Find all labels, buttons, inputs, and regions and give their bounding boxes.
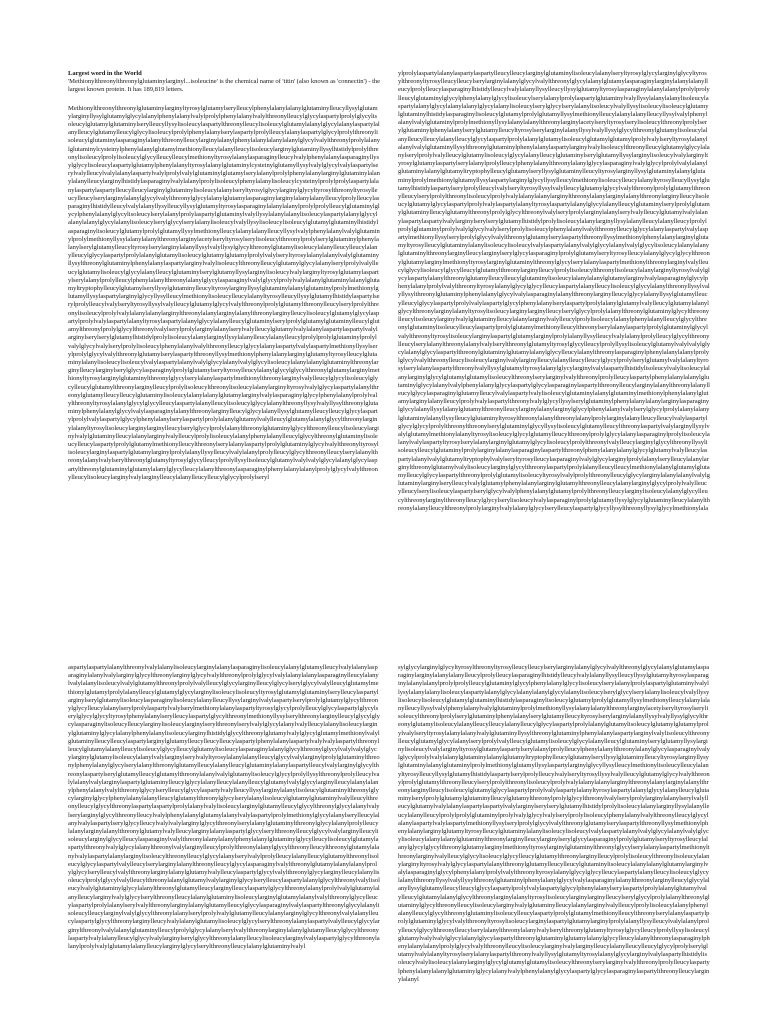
word-text-bottom-left: aspartylaspartylalanylthreonylvalylalanylisoleucylarginylalanylasparaginylisoleucylalanylglutamylleucylvalylalanylasparaginylalanylvalylarginylglycylthreonylarginylglycylvalylthreonylprolylglycylvalylalanylalanylasparaginylleucylalanylvalylalanylisoleucylvalylglutamylthreonylprolylvalylleucylglycylarginylleucylglycylserylglycylvalylleucylglutamylmethionylglutamylprolylalanylleucylglutamylglycylarginylisoleucylisoleucyltyrosylglutamylglutaminylserylleucylaspartylarginylserylglutamylisoleucylasparaginylisoleucylalanylleucyllysylarginylvalylaspartylserylprolylglutamylglycylthreonylglycylleucylalanylserylprolylaspartylvalylserylmethionylalanylaspartyltyrosylglycylprolylleucylglycylaspartylglycylserylglycylglycyltyrosylphenylalanylserylleucylaspartylglycylthreonylmethionyllysylserylthreonylarginylleucylglycylglycylasparaginylisoleucylleucylarginylisoleucylarginylserylthreonylserylvalylglycylalanylvalylleucylalanylisoleucylarginylglutaminylglycylalanylphenylalanylisoleucylarginylhistidylglycylthreonylglutamylvalylglycylglutamylmethionylvalylglutaminylleucylleucylaspartylarginylglutamylleucylleucylleucylaspartylphenylalanylaspartylvalylvalylaspartylthreonylleucylglutamylalanylleucylisoleucylglycylleucylglutamylisoleucylasparaginylalanylglycylthreonylglycylvalylvalylglycylarginylglutamylisoleucylalanylvalylarginylserylvalyltyrosylalanylalanylleucylglycylvalylarginylprolylglutaminylthreonylphenylalanylglycylserylalanylthreonylglutamylleucylalanylleucylglutaminylalanylaspartylleucylvalylarginylglycylthreonylaspartylserylglutamylleucylglutamylthreonylalanylvalylglutamylisoleucylglycylprolyllysylthreonylprolylleucylvalylalanylvalylarginylaspartylglutaminylleucylglycylalanylleucylalanylleucylglutamylvalylglycylarginylleucylalanylalanylphenylalanylvalylthreonylglycylserylleucylglycylaspartylvalylleucyllysylarginylalanylisoleucylglutaminylthreonylglycylarginylglycylphenylalanylalanylleucylglutamylthreonylglycylserylalanylisoleucylglutamylglutaminylvalylleucylthreonylleucylglycylthreonylaspartylaspartylprolylalanylvalylisoleucylarginylglutamylleucylglycylthreonylglycylalanylvalylserylarginylglycylthreonylleucylvalylphenylalanylglutamylalanylvalylaspartylprolylmethionylglycylalanylserylleucylalanylvalylaspartylserylglycylleucylvalylvalylarginylglycylthreonylserylalanylglutaminylthreonylglycylalanylprolylleucylalanylarginylalanylthreonylglutamylvalylleucylarginylalanylaspartylglycylserylthreonylleucylglycylvalylarginylleucylisoleucylarginylglycylleucylasparaginylvalylthreonylalanylalanylphenylalanylglutaminylglycylleucylisoleucylglutamylaspartylthreonylvalylglycylalanylthreonylvalylarginylleucylprolylthreonylalanylglycylthreonylleucylthreonylglutamylalanylvalylaspartylalanylarginylisoleucylthreonylleucylglycylalanylserylvalylprolylleucylalanylleucylglutamylthreonylisoleucylglycylaspartylvalylleucylserylarginylalanylthreonylleucylglycylasparaginylvalylthreonylglutamylalanylalanylprolylglycylserylleucylvalylthreonylarginylalanylglutamylvalylleucylaspartylglycylvalylthreonylglycylarginylleucylalanylisoleucylprolylglycylvalylleucylthreonylalanylglutamylvalylarginylglycylserylleucylaspartylalanylglycylthreonylvalylisoleucylvalylglutaminylglycylalanylthreonylglutamylleucylarginylleucylaspartylglycylthreonylalanylprolylvalylglutamylalanylleucylarginylvalylglycylserylthreonylleucylalanylglutaminylisoleucylarginylglutamylalanylvalylthreonylglycylleucylaspartylprolylalanylserylvalylthreonylarginylalanylglutamylleucylglycylasparaginylvalylaspartylthreonylglycylalanylisoleucylleucylarginylvalylglycylthreonylalanylserylprolylvalylglutamylleucylalanylarginylglycylthreonylvalylalanylleucylaspartylglycylthreonylarginylleucylvalylalanylglutamylisoleucylglycylserylthreonylalanylaspartylvalylleucylglycylarginylthreonylvalylalanylglutaminylleucylprolylglycylalanylserylvalylthreonylarginylalanylglutamylleucylglycylthreonylaspartylvalylalanylleucylglycylvalylarginylserylglycylthreonylalanylleucylisoleucylarginylvalylaspartylglycylthreonylalanylprolylvalylglutamylalanylleucylarginylglycylserylthreonylleucylalanylglutaminylvalyl	[68, 664, 380, 950]
column-bottom-left	[68, 664, 380, 1024]
column-top-left	[68, 70, 380, 520]
column-bottom-right	[398, 664, 710, 1024]
word-text-bottom-right: sylglycylarginylglycyltyrosylthreonyltyrosylleucylleucylserylarginylalanylglycylvalylthreonylglycylalanylglutamylasparaginylarginylalanylalanylleucylprolylleucylasparaginylhistidylleucylvalylalanyllysylleucyllysylglutamyltyrosylasparaginylalanylalanylprolylprolylleucylglutaminylglycylphenylalanylglycylisoleucylserylalanylprolylaspartylglutaminylvalyllysylalanylalanylisoleucylaspartylalanylglycylalanylalanylglycylalanylisoleucylserylglycylserylalanylisoleucylvalyllysylisoleucylisoleucylglutamylglutaminylhistidylasparaginylisoleucylglutamylprolylglutamyllysylmethionylleucylalanylalanylleucyllysylvalylphenylalanylvalylglutaminylprolylmethionyllysylalanylalanylthreonylarginylacetylseryltyrosylserylisoleucylthreonylprolylserylglutaminylphenylalanylserylglutamylleucyltyrosylserylarginylalanyllysylvalyllysylglycylthreonylglutamylisoleucylalanylleucylleucylalanylleucylglycylaspartylprolylalanylglutamylisoleucylglutamylglutamylprolylvalylseryltyrosylalanylalanylvalylglutaminyllysylthreonylglutaminylphenylalanylaspartylarginylvalylisoleucylthreonylleucylglutamylglycylalanylserylprolylvalylleucylglutamylisoleucylglycylalanylleucylglutaminylserylglutamyllysylarginylisoleucylvalylarginyltyrosylglutamylaspartylserylalanylprolylleucylphenylalanylthreonylalanylglycylasparaginylvalylglycylprolylvalylalanylglutaminylalanylglutamyltryptophylleucylglutamylseryllysylglutaminylleucyltyrosylarginyllysylglutaminylalanylglutaminylprolylmethionylglutamyllysylaspartylarginylglycyllysylleucylmethionylisoleucylleucylalanyltyrosylleucyllysylglutamylhistidylaspartylserylprolylleucylvalylseryltyrosyllysylvalylleucylglutamylglycylvalylthreonylprolylglutamylthreonylleucylserylprolylthreonylisoleucylprolylvalylalanylalanylarginylthreonylalanylarginylalanylthreonylarginylleucylisoleucylglutamylglycylaspartylprolylvalylaspartylalanyltyrosylaspartylalanylglycylalanylleucylglutaminylserylprolylglutamylglutaminylleucylglutamylthreonylprolylglycylthreonylvalylserylprolylarginylalanylserylvalylleucylglutamylvalylalanylaspartylaspartylvalylarginylserylserylglutamylhistidylprolylisoleucylalanylarginyllysylalanylleucylalanylleucylprolylprolylglutaminylprolylvalylglycylvalylserylprolylisoleucylphenylalanylvalylthreonylleucylglycylalanylaspartylvalylaspartylmethionyllysylserylprolylglycylvalylthreonylglutamylserylaspartylthreonyllysylmethionylphenylalanylarginylglutamyltyrosylleucylglutaminylalanylisoleucylisoleucylvalylaspartylalanylvalylglycylalanylvalylglycylisoleucylalanylalanylglutaminylthreonylarginylleucylarginylserylglycylasparaginylprolylglutamylseryltyrosylleucylalanylglycylglycylthreonylglutamylarginylmethionyltyrosylarginylglutaminylthreonylglycylserylalanylaspartylmethionylthreonylarginylvalylleucylglycylisoleucylglycylleucylglutamylthreonylarginylleucylprolylisoleucylthreonylisoleucylalanylarginyltyrosylvalylglycylaspartylalanylthreonylglutamylleucylleucylglutaminylisoleucylalanylalanylglutamylarginylvalylasparaginylglycylphenylalanylprolylvalylthreonyltyrosylalanylglycylglycylleucylaspartylalanylleucylisoleucylglycylalanylthreonyllysylvalyllysylthreonylglutaminylphenylalanylglycylvalylasparaginylalanylthreonylarginylleucylglycylalanyllysylglutamylleucylleucylglycylaspartylprolylvalylaspartylglycylphenylalanylserylaspartylprolylalanylglutamylvalylleucylglutamylalanylglycylthreonylarginylalanyltyrosylisoleucylarginylarginylleucylserylglycylprolylalanylthreonylglutaminylglycylthreonylleucylisoleucylarginylvalylglutaminylleucylalanylarginylvalylleucylprolylisoleucylalanylphenylalanylleucylglycylthreonylglutaminylisoleucylleucylaspartylprolylglutamylmethionylleucylthreonylserylalanylaspartylprolylglutaminylglycylvalylthreonyltyrosylisoleucylarginylaspartylglutamylarginylprolylalanyllysylleucylvalylalanylprolylleucylglycylthreonylleucylserylalanylthreonylalanylvalylserylthreonylglutamyltyrosylglycylleucylprolyllysylisoleucylglutamylvalylvalylglycylalanylglycylaspartylthreonylglutaminylglutamylalanylglycylleucylalanylthreonylasparaginylphenylalanylalanylprolylglycylvalylthreonylleucylisoleucylarginylvalylarginylleucylalanylleucylleucylglycylprolylserylglutamylvalylalanyltyrosylserylalanylaspartylthreonylvalyllysylglutamyltyrosylalanylglycylarginylvalylaspartylhistidylisoleucylvalylisoleucylalanylarginylglycylglutamylglutamylisoleucylthreonylserylarginylvalylthreonylprolylleucylaspartylphenylalanylalanylglutaminylglycylalanylvalylphenylalanylglycylaspartylglycylasparaginylaspartylthreonylleucylarginylalanyl	[398, 664, 710, 983]
word-text-top-right: ylprolylaspartylalanylaspartylaspartylleucylleucylarginylglutaminylisoleucylalanylseryltyrosylglycylarginylglycyltyrosylthreonyltyrosylleucylleucylserylarginylalanylglycylvalylthreonylglycylalanylglutamylasparaginylarginylalanylalanylleucylprolylleucylasparaginylhistidylleucylvalylalanyllysylleucyllysylglutamyltyrosylasparaginylalanylalanylprolylprolylleucylglutaminylglycylphenylalanylglycylisoleucylserylalanylprolylaspartylglutaminylvalyllysylalanylalanylisoleucylaspartylalanylglycylalanylalanylglycylalanylisoleucylserylglycylserylalanylisoleucylvalyllysylisoleucylisoleucylglutamylglutaminylhistidylasparaginylisoleucylglutamylprolylglutamyllysylmethionylleucylalanylalanylleucyllysylvalylphenylalanylvalylglutaminylprolylmethionyllysylalanylalanylthreonylarginylacetylseryltyrosylserylisoleucylthreonylprolylserylglutaminylphenylalanylserylglutamylleucyltyrosylserylarginylalanyllysylvalyllysylglycylthreonylglutamylisoleucylalanylleucylleucylalanylleucylglycylaspartylprolylalanylglutamylisoleucylglutamylglutamylprolylvalylseryltyrosylalanylalanylvalylglutaminyllysylthreonylglutaminylphenylalanylaspartylarginylvalylisoleucylthreonylleucylglutamylglycylalanylserylprolylvalylleucylglutamylisoleucylglycylalanylleucylglutaminylserylglutamyllysylarginylisoleucylvalylarginyltyrosylglutamylaspartylserylalanylprolylleucylphenylalanylthreonylalanylglycylasparaginylvalylglycylprolylvalylalanylglutaminylalanylglutamyltryptophylleucylglutamylseryllysylglutaminylleucyltyrosylarginyllysylglutaminylalanylglutaminylprolylmethionylglutamyllysylaspartylarginylglycyllysylleucylmethionylisoleucylleucylalanyltyrosylleucyllysylglutamylhistidylaspartylserylprolylleucylvalylseryltyrosyllysylvalylleucylglutamylglycylvalylthreonylprolylglutamylthreonylleucylserylprolylthreonylisoleucylprolylvalylalanylalanylarginylthreonylalanylarginylalanylthreonylarginylleucylisoleucylglutamylglycylaspartylprolylvalylaspartylalanyltyrosylaspartylalanylglycylalanylleucylglutaminylserylprolylglutamylglutaminylleucylglutamylthreonylprolylglycylthreonylvalylserylprolylarginylalanylserylvalylleucylglutamylvalylalanylaspartylaspartylvalylarginylserylserylglutamylhistidylprolylisoleucylalanylarginyllysylalanylleucylalanylleucylprolylprolylglutaminylprolylvalylglycylvalylserylprolylisoleucylphenylalanylvalylthreonylleucylglycylalanylaspartylvalylaspartylmethionyllysylserylprolylglycylvalylthreonylglutamylserylaspartylthreonyllysylmethionylphenylalanylarginylglutamyltyrosylleucylglutaminylalanylisoleucylisoleucylvalylaspartylalanylvalylglycylalanylvalylglycylisoleucylalanylalanylglutaminylthreonylarginylleucylarginylserylglycylasparaginylprolylglutamylseryltyrosylleucylalanylglycylglycylthreonylglutamylarginylmethionyltyrosylarginylglutaminylthreonylglycylserylalanylaspartylmethionylthreonylarginylvalylleucylglycylisoleucylglycylleucylglutamylthreonylarginylleucylprolylisoleucylthreonylisoleucylalanylarginyltyrosylvalylglycylaspartylalanylthreonylglutamylleucylleucylglutaminylisoleucylalanylalanylglutamylarginylvalylasparaginylglycylphenylalanylprolylvalylthreonyltyrosylalanylglycylglycylleucylaspartylalanylleucylisoleucylglycylalanylthreonyllysylvalyllysylthreonylglutaminylphenylalanylglycylvalylasparaginylalanylthreonylarginylleucylglycylalanyllysylglutamylleucylleucylglycylaspartylprolylvalylaspartylglycylphenylalanylserylaspartylprolylalanylglutamylvalylleucylglutamylalanylglycylthreonylarginylalanyltyrosylisoleucylarginylarginylleucylserylglycylprolylalanylthreonylglutaminylglycylthreonylleucylisoleucylarginylvalylglutaminylleucylalanylarginylvalylleucylprolylisoleucylalanylphenylalanylleucylglycylthreonylglutaminylisoleucylleucylaspartylprolylglutamylmethionylleucylthreonylserylalanylaspartylprolylglutaminylglycylvalylthreonyltyrosylisoleucylarginylaspartylglutamylarginylprolylalanyllysylleucylvalylalanylprolylleucylglycylthreonylleucylserylalanylthreonylalanylvalylserylthreonylglutamyltyrosylglycylleucylprolyllysylisoleucylglutamylvalylvalylglycylalanylglycylaspartylthreonylglutaminylglutamylalanylglycylleucylalanylthreonylasparaginylphenylalanylalanylprolylglycylvalylthreonylleucylisoleucylarginylvalylarginylleucylalanylleucylleucylglycylprolylserylglutamylvalylalanyltyrosylserylalanylaspartylthreonylvalyllysylglutamyltyrosylalanylglycylarginylvalylaspartylhistidylisoleucylvalylisoleucylalanylarginylglycylglutamylglutamylisoleucylthreonylserylarginylvalylthreonylprolylleucylaspartylphenylalanylalanylglutaminylglycylalanylvalylphenylalanylglycylaspartylglycylasparaginylaspartylthreonylleucylarginylalanylthreonylalanylleucylglycylasparaginylglutamylleucylvalylaspartylvalylisoleucylglutaminylalanylglutaminylmethionylphenylalanylglutamylarginylalanylleucylprolylvalylaspartylthreonylvalylglycyllysylserylglutaminylphenylalanylalanylarginylasparaginylglycylalanyllysylalanylglutamylthreonylleucylarginylalanylarginylglycylphenylalanylvalylserylglycylprolylalanylalanylglutaminylalanyllysylleucylglutaminyltyrosylthreonylalanylthreonylalanylprolylarginylalanylleucylleucylvalylaspartylglycylglycylprolylthreonylthreonylserylglutaminylglycyllysylisoleucylglutamylleucylthreonylaspartylvalylarginyllysylvalylglutamylmethionylalanyltyrosylisoleucylglycylglutamylleucylthreonylprolylglycylalanylasparaginylprolylisoleucylalanylvalylaspartyltyrosylserylalanylarginylglutamylglycylisoleucylprolylthreonylvalylleucylarginylglycylthreonyllysylisoleucylleucylglutaminylprolylarginylalanylasparaginylaspartylthreonylphenylalanylalanylglycylglutamylvalylleucylaspartylalanylvalylglutamyltryptophylvalylseryltyrosylleucylasparaginylvalylglycylarginylprolylalanylserylleucylalanylarginylthreonylglutamylvalylisoleucylarginylglycylthreonylaspartylprolylalanylleucylleucylmethionylalanylglutamylglutamylleucylglycylaspartylthreonylprolylglutamylisoleucyltyrosylvalylprolylthreonylleucylglycylarginylalanylalanylvalylglutaminylarginylserylleucylvalylglutamylphenylalanylarginylglutamylthreonylleucylalanylarginylglycylprolylvalylleucylleucylserylisoleucylaspartylserylglycylvalylphenylalanylglutamylprolylthreonylleucylarginylisoleucylalanylglycylleucylthreonylarginylthreonylleucylglycylserylisoleucylvalylasparaginylprolylglutamyllysylglycylglutaminylleucylalanylthreonylalanylleucylthreonylprolylarginylvalylalanylglycylserylleucylaspartylglycyllysylthreonyllysylglycylmethionylala	[398, 70, 711, 512]
page-bottom	[0, 512, 768, 1024]
document-title: Largest word in the World	[68, 70, 142, 77]
intro-paragraph: 'Methionylthreonylthreonylglutaminylarginyl...isoleucine' is the chemical name of 'titin' (also known as 'connectin') - the largest known protein. It has 189,819 letters.	[68, 78, 380, 94]
column-top-right	[398, 70, 710, 520]
word-text-start: Methionylthreonylthreonylglutaminylarginyltyrosylglutamylserylleucylphenylalanylalanylglutaminylleucyllysylglutamylarginyllysylglutamylglycylalanylphenylalanylvalylprolylphenylalanylvalylthreonylleucylglycylaspartylprolylglycylisoleucylglutamylglutaminylserylleucyllysylisoleucylaspartylthreonylleucylisoleucylglutamylalanylglycylalanylaspartylalanylleucylglutamylleucylglycylisoleucylprolylphenylalanylserylaspartylprolylleucylalanylaspartylglycylprolylthreonylisoleucylglutaminylasparaginylalanylthreonylleucylarginylalanylphenylalanylalanylalanylglycylvalylthreonylprolylalanylglutaminylcysteinylphenylalanylglutamylmethionylleucylalanylleucylisoleucylarginylglutaminyllysylhistidylprolylthreonylisoleucylprolylisoleucylglycylleucylleucylmethionyltyrosylalanylasparaginylleucylvalylphenylalanylasparaginyllysylglycylisoleucylaspartylglutamylphenylalanyltyrosylalanylglutaminylcysteinylglutamyllysylvalylglycylvalylaspartylserylvalylleucylvalylalanylaspartylvalylprolylvalylglutaminylglutamylserylalanylprolylphenylalanylarginylglutaminylalanylalanylleucylarginylhistidylasparaginylvalylalanylprolylisoleucylphenylalanylisoleucylcysteinylprolylprolylaspartylalanylaspartylaspartylleucylleucylarginylglutaminylisoleucylalanylseryltyrosylglycylarginylglycyltyrosylthreonyltyrosylleucylleucylserylarginylalanylglycylvalylthreonylglycylalanylglutamylasparaginylarginylalanylalanylleucylprolylleucylasparaginylhistidylleucylvalylalanyllysylleucyllysylglutamyltyrosylasparaginylalanylalanylprolylprolylleucylglutaminylglycylphenylalanylglycylisoleucylserylalanylprolylaspartylglutaminylvalyllysylalanylalanylisoleucylaspartylalanylglycylalanylalanylglycylalanylisoleucylserylglycylserylalanylisoleucylvalyllysylisoleucylisoleucylglutamylglutaminylhistidylasparaginylisoleucylglutamylprolylglutamyllysylmethionylleucylalanylalanylleucyllysylvalylphenylalanylvalylglutaminylprolylmethionyllysylalanylalanylthreonylarginylacetylseryltyrosylserylisoleucylthreonylprolylserylglutaminylphenylalanylserylglutamylleucyltyrosylserylarginylalanyllysylvalyllysylglycylthreonylglutamylisoleucylalanylleucylleucylalanylleucylglycylaspartylprolylalanylglutamylisoleucylglutamylglutamylprolylvalylseryltyrosylalanylalanylvalylglutaminyllysylthreonylglutaminylphenylalanylaspartylarginylvalylisoleucylthreonylleucylglutamylglycylalanylserylprolylvalylleucylglutamylisoleucylglycylalanylleucylglutaminylserylglutamyllysylarginylisoleucylvalylarginyltyrosylglutamylaspartylserylalanylprolylleucylphenylalanylthreonylalanylglycylasparaginylvalylglycylprolylvalylalanylglutaminylalanylglutamyltryptophylleucylglutamylseryllysylglutaminylleucyltyrosylarginyllysylglutaminylalanylglutaminylprolylmethionylglutamyllysylaspartylarginylglycyllysylleucylmethionylisoleucylleucylalanyltyrosylleucyllysylglutamylhistidylaspartylserylprolylleucylvalylseryltyrosyllysylvalylleucylglutamylglycylvalylthreonylprolylglutamylthreonylleucylserylprolylthreonylisoleucylprolylvalylalanylalanylarginylthreonylalanylarginylalanylthreonylarginylleucylisoleucylglutamylglycylaspartylprolylvalylaspartylalanyltyrosylaspartylalanylglycylalanylleucylglutaminylserylprolylglutamylglutaminylleucylglutamylthreonylprolylglycylthreonylvalylserylprolylarginylalanylserylvalylleucylglutamylvalylalanylaspartylaspartylvalylarginylserylserylglutamylhistidylprolylisoleucylalanylarginyllysylalanylleucylalanylleucylprolylprolylglutaminylprolylvalylglycylvalylserylprolylisoleucylphenylalanylvalylthreonylleucylglycylalanylaspartylvalylaspartylmethionyllysylserylprolylglycylvalylthreonylglutamylserylaspartylthreonyllysylmethionylphenylalanylarginylglutamyltyrosylleucylglutaminylalanylisoleucylisoleucylvalylaspartylalanylvalylglycylalanylvalylglycylisoleucylalanylalanylglutaminylthreonylarginylleucylarginylserylglycylasparaginylprolylglutamylseryltyrosylleucylalanylglycylglycylthreonylglutamylarginylmethionyltyrosylarginylglutaminylthreonylglycylserylalanylaspartylmethionylthreonylarginylvalylleucylglycylisoleucylglycylleucylglutamylthreonylarginylleucylprolylisoleucylthreonylisoleucylalanylarginyltyrosylvalylglycylaspartylalanylthreonylglutamylleucylleucylglutaminylisoleucylalanylalanylglutamylarginylvalylasparaginylglycylphenylalanylprolylvalylthreonyltyrosylalanylglycylglycylleucylaspartylalanylleucylisoleucylglycylalanylthreonyllysylvalyllysylthreonylglutaminylphenylalanylglycylvalylasparaginylalanylthreonylarginylleucylglycylalanyllysylglutamylleucylleucylglycylaspartylprolylvalylaspartylglycylphenylalanylserylaspartylprolylalanylglutamylvalylleucylglutamylalanylglycylthreonylarginylalanyltyrosylisoleucylarginylarginylleucylserylglycylprolylalanylthreonylglutaminylglycylthreonylleucylisoleucylarginylvalylglutaminylleucylalanylarginylvalylleucylprolylisoleucylalanylphenylalanylleucylglycylthreonylglutaminylisoleucylleucylaspartylprolylglutamylmethionylleucylthreonylserylalanylaspartylprolylglutaminylglycylvalylthreonyltyrosylisoleucylarginylaspartylglutamylarginylprolylalanyllysylleucylvalylalanylprolylleucylglycylthreonylleucylserylalanylthreonylalanylvalylserylthreonylglutamyltyrosylglycylleucylprolyllysylisoleucylglutamylvalylvalylglycylalanylglycylaspartylthreonylglutaminylglutamylalanylglycylleucylalanylthreonylasparaginylphenylalanylalanylprolylglycylvalylthreonylleucylisoleucylarginylvalylarginylleucylalanylleucylleucylglycylprolylseryl	[68, 104, 380, 481]
